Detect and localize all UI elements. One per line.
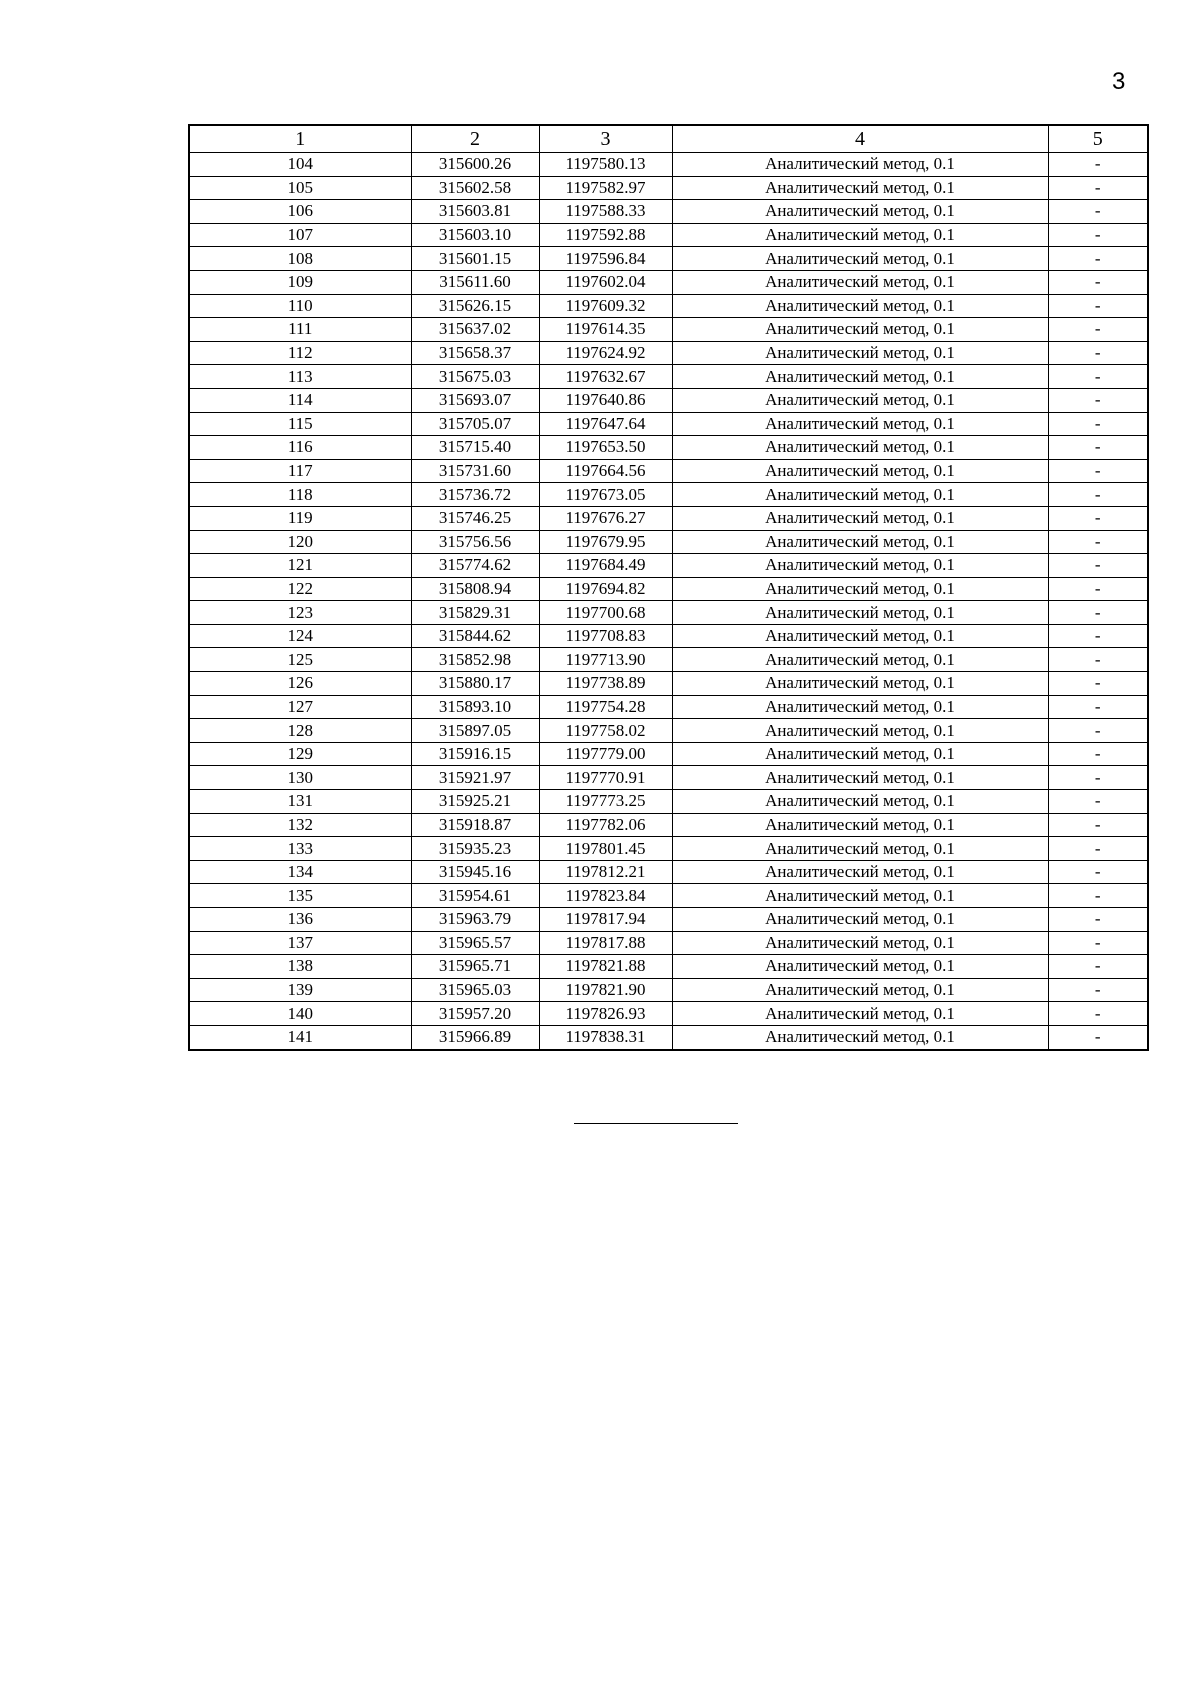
table-row	[189, 1025, 1148, 1049]
table-row	[189, 341, 1148, 365]
table-row	[189, 908, 1148, 932]
table-row	[189, 790, 1148, 814]
y-coordinate-cell: 1197640.86	[539, 388, 672, 412]
table-row	[189, 672, 1148, 696]
description-cell: -	[1048, 719, 1148, 743]
y-coordinate-cell: 1197596.84	[539, 247, 672, 271]
header-row	[189, 125, 1148, 153]
x-coordinate-cell: 315611.60	[411, 270, 539, 294]
table-row	[189, 270, 1148, 294]
method-cell: Аналитический метод, 0.1	[672, 388, 1048, 412]
y-coordinate-cell: 1197821.90	[539, 978, 672, 1002]
x-coordinate-cell: 315675.03	[411, 365, 539, 389]
description-cell: -	[1048, 247, 1148, 271]
point-number-cell: 115	[189, 412, 411, 436]
x-coordinate-cell: 315935.23	[411, 837, 539, 861]
x-coordinate-cell: 315600.26	[411, 153, 539, 177]
table-row	[189, 412, 1148, 436]
point-number-cell: 123	[189, 601, 411, 625]
point-number-cell: 129	[189, 742, 411, 766]
y-coordinate-cell: 1197694.82	[539, 577, 672, 601]
point-number-cell: 127	[189, 695, 411, 719]
point-number-cell: 105	[189, 176, 411, 200]
method-cell: Аналитический метод, 0.1	[672, 1002, 1048, 1026]
description-cell: -	[1048, 200, 1148, 224]
point-number-cell: 128	[189, 719, 411, 743]
x-coordinate-cell: 315925.21	[411, 790, 539, 814]
description-cell: -	[1048, 318, 1148, 342]
page-number: 3	[1112, 68, 1126, 95]
table-row	[189, 577, 1148, 601]
table-row	[189, 294, 1148, 318]
table-row	[189, 601, 1148, 625]
x-coordinate-cell: 315715.40	[411, 436, 539, 460]
y-coordinate-cell: 1197582.97	[539, 176, 672, 200]
y-coordinate-cell: 1197826.93	[539, 1002, 672, 1026]
description-cell: -	[1048, 813, 1148, 837]
y-coordinate-cell: 1197653.50	[539, 436, 672, 460]
method-cell: Аналитический метод, 0.1	[672, 459, 1048, 483]
point-number-cell: 109	[189, 270, 411, 294]
y-coordinate-cell: 1197838.31	[539, 1025, 672, 1049]
x-coordinate-cell: 315954.61	[411, 884, 539, 908]
method-cell: Аналитический метод, 0.1	[672, 577, 1048, 601]
y-coordinate-cell: 1197647.64	[539, 412, 672, 436]
x-coordinate-cell: 315602.58	[411, 176, 539, 200]
point-number-cell: 107	[189, 223, 411, 247]
point-number-cell: 135	[189, 884, 411, 908]
description-cell: -	[1048, 601, 1148, 625]
column-header-1: 1	[189, 125, 411, 153]
column-header-2: 2	[411, 125, 539, 153]
table-row	[189, 1002, 1148, 1026]
description-cell: -	[1048, 436, 1148, 460]
point-number-cell: 110	[189, 294, 411, 318]
table-row	[189, 223, 1148, 247]
coordinates-table	[188, 124, 1149, 1051]
method-cell: Аналитический метод, 0.1	[672, 624, 1048, 648]
method-cell: Аналитический метод, 0.1	[672, 813, 1048, 837]
y-coordinate-cell: 1197700.68	[539, 601, 672, 625]
table-row	[189, 153, 1148, 177]
method-cell: Аналитический метод, 0.1	[672, 695, 1048, 719]
description-cell: -	[1048, 341, 1148, 365]
description-cell: -	[1048, 176, 1148, 200]
description-cell: -	[1048, 530, 1148, 554]
method-cell: Аналитический метод, 0.1	[672, 341, 1048, 365]
point-number-cell: 116	[189, 436, 411, 460]
y-coordinate-cell: 1197588.33	[539, 200, 672, 224]
table-row	[189, 648, 1148, 672]
table-row	[189, 884, 1148, 908]
x-coordinate-cell: 315746.25	[411, 506, 539, 530]
description-cell: -	[1048, 223, 1148, 247]
table-header	[189, 125, 1148, 153]
y-coordinate-cell: 1197624.92	[539, 341, 672, 365]
description-cell: -	[1048, 506, 1148, 530]
y-coordinate-cell: 1197773.25	[539, 790, 672, 814]
description-cell: -	[1048, 931, 1148, 955]
description-cell: -	[1048, 624, 1148, 648]
method-cell: Аналитический метод, 0.1	[672, 931, 1048, 955]
point-number-cell: 117	[189, 459, 411, 483]
point-number-cell: 140	[189, 1002, 411, 1026]
method-cell: Аналитический метод, 0.1	[672, 1025, 1048, 1049]
table-row	[189, 365, 1148, 389]
description-cell: -	[1048, 837, 1148, 861]
y-coordinate-cell: 1197713.90	[539, 648, 672, 672]
table-row	[189, 247, 1148, 271]
x-coordinate-cell: 315963.79	[411, 908, 539, 932]
description-cell: -	[1048, 388, 1148, 412]
x-coordinate-cell: 315916.15	[411, 742, 539, 766]
x-coordinate-cell: 315880.17	[411, 672, 539, 696]
x-coordinate-cell: 315756.56	[411, 530, 539, 554]
method-cell: Аналитический метод, 0.1	[672, 270, 1048, 294]
x-coordinate-cell: 315601.15	[411, 247, 539, 271]
x-coordinate-cell: 315897.05	[411, 719, 539, 743]
point-number-cell: 130	[189, 766, 411, 790]
y-coordinate-cell: 1197801.45	[539, 837, 672, 861]
description-cell: -	[1048, 153, 1148, 177]
description-cell: -	[1048, 742, 1148, 766]
table-row	[189, 483, 1148, 507]
point-number-cell: 139	[189, 978, 411, 1002]
description-cell: -	[1048, 790, 1148, 814]
point-number-cell: 122	[189, 577, 411, 601]
point-number-cell: 125	[189, 648, 411, 672]
method-cell: Аналитический метод, 0.1	[672, 153, 1048, 177]
point-number-cell: 118	[189, 483, 411, 507]
method-cell: Аналитический метод, 0.1	[672, 483, 1048, 507]
table-row	[189, 624, 1148, 648]
method-cell: Аналитический метод, 0.1	[672, 506, 1048, 530]
description-cell: -	[1048, 459, 1148, 483]
x-coordinate-cell: 315693.07	[411, 388, 539, 412]
y-coordinate-cell: 1197758.02	[539, 719, 672, 743]
point-number-cell: 114	[189, 388, 411, 412]
method-cell: Аналитический метод, 0.1	[672, 648, 1048, 672]
x-coordinate-cell: 315731.60	[411, 459, 539, 483]
x-coordinate-cell: 315965.03	[411, 978, 539, 1002]
method-cell: Аналитический метод, 0.1	[672, 247, 1048, 271]
x-coordinate-cell: 315736.72	[411, 483, 539, 507]
y-coordinate-cell: 1197782.06	[539, 813, 672, 837]
x-coordinate-cell: 315829.31	[411, 601, 539, 625]
table-row	[189, 506, 1148, 530]
x-coordinate-cell: 315965.57	[411, 931, 539, 955]
method-cell: Аналитический метод, 0.1	[672, 554, 1048, 578]
method-cell: Аналитический метод, 0.1	[672, 884, 1048, 908]
method-cell: Аналитический метод, 0.1	[672, 790, 1048, 814]
x-coordinate-cell: 315966.89	[411, 1025, 539, 1049]
description-cell: -	[1048, 554, 1148, 578]
table-row	[189, 813, 1148, 837]
y-coordinate-cell: 1197708.83	[539, 624, 672, 648]
y-coordinate-cell: 1197664.56	[539, 459, 672, 483]
point-number-cell: 136	[189, 908, 411, 932]
table-row	[189, 176, 1148, 200]
method-cell: Аналитический метод, 0.1	[672, 742, 1048, 766]
point-number-cell: 126	[189, 672, 411, 696]
description-cell: -	[1048, 860, 1148, 884]
y-coordinate-cell: 1197823.84	[539, 884, 672, 908]
table-row	[189, 388, 1148, 412]
x-coordinate-cell: 315603.81	[411, 200, 539, 224]
y-coordinate-cell: 1197614.35	[539, 318, 672, 342]
point-number-cell: 104	[189, 153, 411, 177]
x-coordinate-cell: 315965.71	[411, 955, 539, 979]
x-coordinate-cell: 315918.87	[411, 813, 539, 837]
method-cell: Аналитический метод, 0.1	[672, 837, 1048, 861]
x-coordinate-cell: 315921.97	[411, 766, 539, 790]
table-row	[189, 742, 1148, 766]
table-row	[189, 837, 1148, 861]
method-cell: Аналитический метод, 0.1	[672, 365, 1048, 389]
description-cell: -	[1048, 577, 1148, 601]
description-cell: -	[1048, 1025, 1148, 1049]
y-coordinate-cell: 1197779.00	[539, 742, 672, 766]
point-number-cell: 108	[189, 247, 411, 271]
y-coordinate-cell: 1197580.13	[539, 153, 672, 177]
x-coordinate-cell: 315893.10	[411, 695, 539, 719]
point-number-cell: 138	[189, 955, 411, 979]
method-cell: Аналитический метод, 0.1	[672, 955, 1048, 979]
point-number-cell: 141	[189, 1025, 411, 1049]
method-cell: Аналитический метод, 0.1	[672, 530, 1048, 554]
point-number-cell: 106	[189, 200, 411, 224]
point-number-cell: 137	[189, 931, 411, 955]
description-cell: -	[1048, 1002, 1148, 1026]
x-coordinate-cell: 315603.10	[411, 223, 539, 247]
point-number-cell: 121	[189, 554, 411, 578]
y-coordinate-cell: 1197609.32	[539, 294, 672, 318]
y-coordinate-cell: 1197817.94	[539, 908, 672, 932]
column-header-4: 4	[672, 125, 1048, 153]
method-cell: Аналитический метод, 0.1	[672, 294, 1048, 318]
y-coordinate-cell: 1197592.88	[539, 223, 672, 247]
point-number-cell: 112	[189, 341, 411, 365]
x-coordinate-cell: 315844.62	[411, 624, 539, 648]
table-row	[189, 695, 1148, 719]
x-coordinate-cell: 315637.02	[411, 318, 539, 342]
y-coordinate-cell: 1197770.91	[539, 766, 672, 790]
column-header-5: 5	[1048, 125, 1148, 153]
x-coordinate-cell: 315945.16	[411, 860, 539, 884]
y-coordinate-cell: 1197738.89	[539, 672, 672, 696]
table-body	[189, 153, 1148, 1050]
method-cell: Аналитический метод, 0.1	[672, 200, 1048, 224]
description-cell: -	[1048, 483, 1148, 507]
y-coordinate-cell: 1197632.67	[539, 365, 672, 389]
table-row	[189, 719, 1148, 743]
description-cell: -	[1048, 365, 1148, 389]
table-row	[189, 955, 1148, 979]
description-cell: -	[1048, 884, 1148, 908]
description-cell: -	[1048, 672, 1148, 696]
method-cell: Аналитический метод, 0.1	[672, 176, 1048, 200]
x-coordinate-cell: 315705.07	[411, 412, 539, 436]
table-row	[189, 860, 1148, 884]
y-coordinate-cell: 1197817.88	[539, 931, 672, 955]
method-cell: Аналитический метод, 0.1	[672, 601, 1048, 625]
method-cell: Аналитический метод, 0.1	[672, 978, 1048, 1002]
table-row	[189, 459, 1148, 483]
x-coordinate-cell: 315852.98	[411, 648, 539, 672]
point-number-cell: 124	[189, 624, 411, 648]
description-cell: -	[1048, 294, 1148, 318]
table-row	[189, 931, 1148, 955]
point-number-cell: 111	[189, 318, 411, 342]
y-coordinate-cell: 1197602.04	[539, 270, 672, 294]
y-coordinate-cell: 1197676.27	[539, 506, 672, 530]
point-number-cell: 120	[189, 530, 411, 554]
y-coordinate-cell: 1197673.05	[539, 483, 672, 507]
x-coordinate-cell: 315658.37	[411, 341, 539, 365]
description-cell: -	[1048, 978, 1148, 1002]
table-row	[189, 554, 1148, 578]
y-coordinate-cell: 1197821.88	[539, 955, 672, 979]
y-coordinate-cell: 1197684.49	[539, 554, 672, 578]
table-row	[189, 766, 1148, 790]
method-cell: Аналитический метод, 0.1	[672, 436, 1048, 460]
description-cell: -	[1048, 955, 1148, 979]
method-cell: Аналитический метод, 0.1	[672, 318, 1048, 342]
method-cell: Аналитический метод, 0.1	[672, 908, 1048, 932]
x-coordinate-cell: 315808.94	[411, 577, 539, 601]
table-row	[189, 530, 1148, 554]
x-coordinate-cell: 315626.15	[411, 294, 539, 318]
y-coordinate-cell: 1197812.21	[539, 860, 672, 884]
description-cell: -	[1048, 766, 1148, 790]
point-number-cell: 113	[189, 365, 411, 389]
method-cell: Аналитический метод, 0.1	[672, 672, 1048, 696]
table-row	[189, 436, 1148, 460]
description-cell: -	[1048, 412, 1148, 436]
description-cell: -	[1048, 648, 1148, 672]
point-number-cell: 134	[189, 860, 411, 884]
description-cell: -	[1048, 695, 1148, 719]
method-cell: Аналитический метод, 0.1	[672, 412, 1048, 436]
table-row	[189, 978, 1148, 1002]
x-coordinate-cell: 315957.20	[411, 1002, 539, 1026]
x-coordinate-cell: 315774.62	[411, 554, 539, 578]
y-coordinate-cell: 1197754.28	[539, 695, 672, 719]
method-cell: Аналитический метод, 0.1	[672, 860, 1048, 884]
description-cell: -	[1048, 908, 1148, 932]
method-cell: Аналитический метод, 0.1	[672, 766, 1048, 790]
point-number-cell: 133	[189, 837, 411, 861]
point-number-cell: 132	[189, 813, 411, 837]
method-cell: Аналитический метод, 0.1	[672, 223, 1048, 247]
table-row	[189, 318, 1148, 342]
y-coordinate-cell: 1197679.95	[539, 530, 672, 554]
table-row	[189, 200, 1148, 224]
description-cell: -	[1048, 270, 1148, 294]
end-of-document-rule	[574, 1123, 738, 1124]
point-number-cell: 119	[189, 506, 411, 530]
column-header-3: 3	[539, 125, 672, 153]
method-cell: Аналитический метод, 0.1	[672, 719, 1048, 743]
point-number-cell: 131	[189, 790, 411, 814]
